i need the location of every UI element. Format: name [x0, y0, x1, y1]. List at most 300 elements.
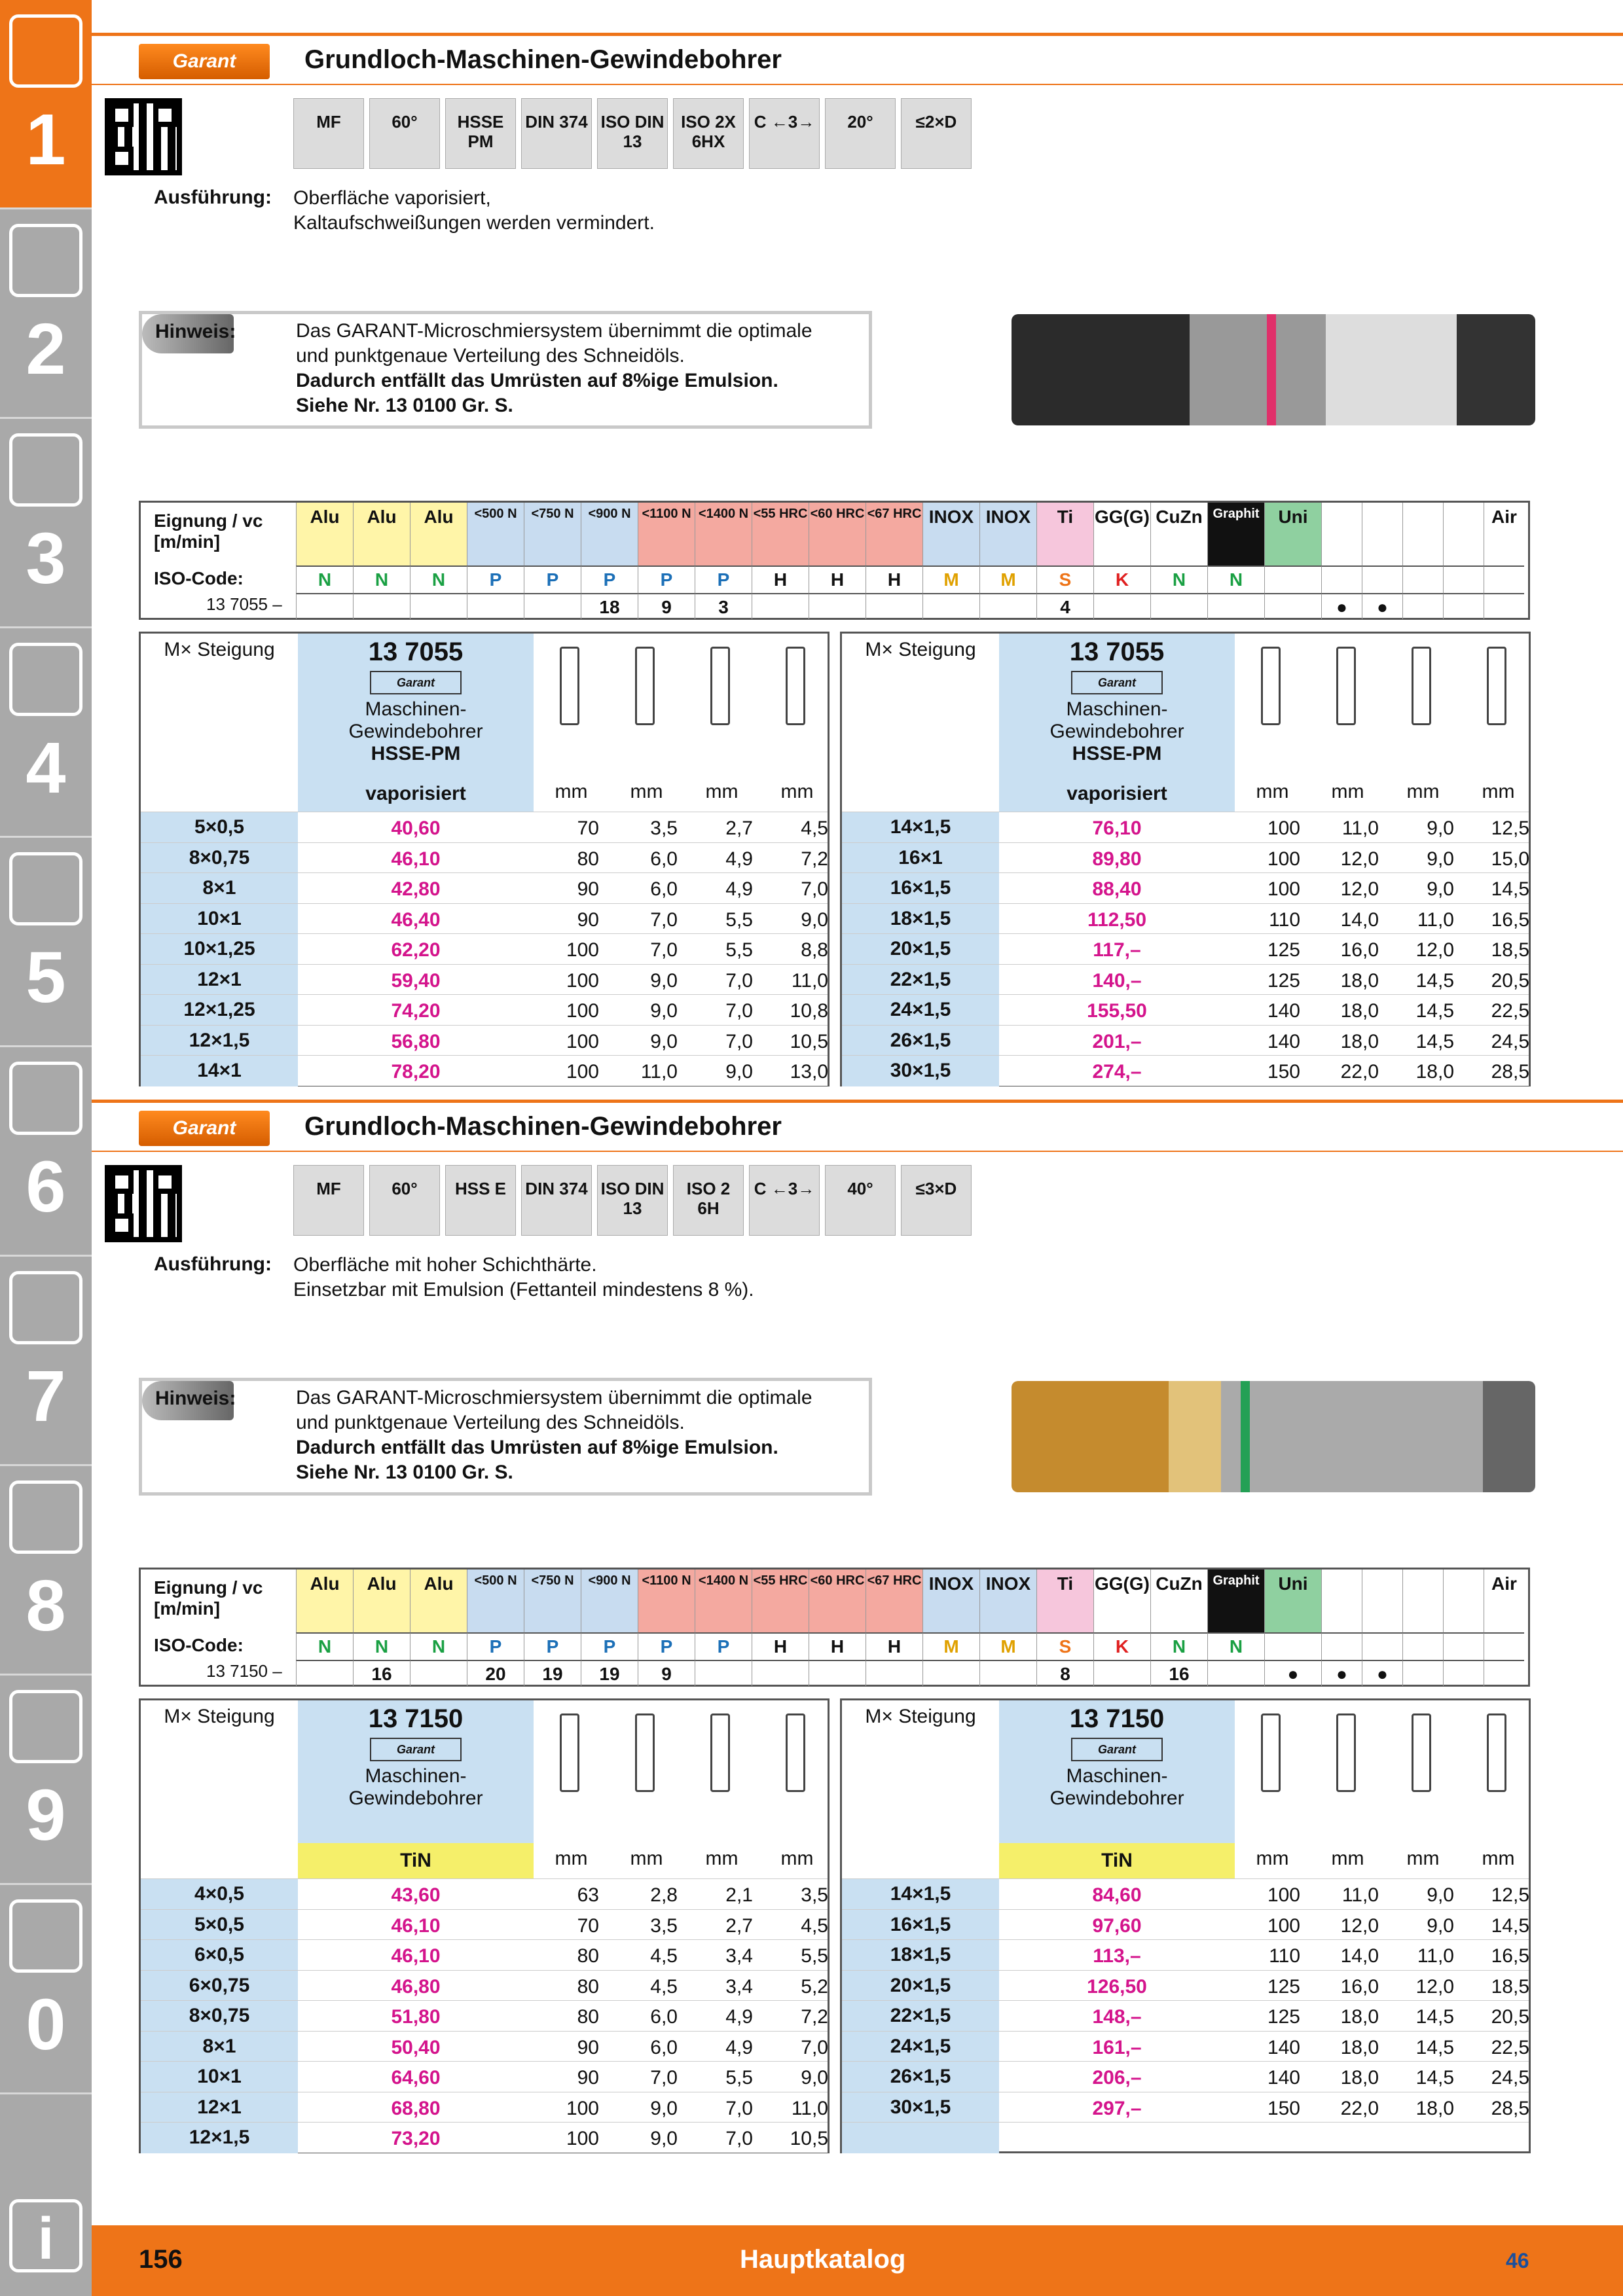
spec-badge: ISO DIN 13 [597, 1165, 668, 1236]
square-size: 11,0 [1417, 908, 1454, 931]
table-row [141, 872, 828, 903]
thread-length: 11,0 [791, 969, 828, 992]
spec-badge: 20° [825, 98, 896, 169]
cutting-speed [866, 593, 922, 619]
brand-logo-small: Garant [370, 1738, 462, 1761]
material-group: <900 N [581, 1570, 638, 1632]
shank-diameter: 3,5 [650, 1914, 678, 1937]
chapter-number: 4 [26, 728, 66, 808]
price: 59,40 [391, 969, 441, 992]
qr-finder [153, 103, 177, 127]
iso-label: ISO-Code: [154, 568, 244, 588]
total-length: 140 [1267, 1030, 1300, 1052]
table-row [842, 812, 1529, 842]
price: 140,– [1092, 969, 1142, 992]
total-length: 100 [1267, 848, 1300, 870]
total-length: 90 [577, 908, 599, 931]
product-header [999, 1700, 1235, 1878]
cutting-speed [809, 1660, 866, 1686]
length-icon [560, 1713, 579, 1792]
material-group [1362, 1570, 1402, 1632]
eligibility-label: Eignung / vc [m/min] [154, 511, 263, 552]
sidebar-chapter[interactable] [0, 209, 92, 419]
thread-length: 4,5 [801, 817, 828, 839]
chapter-number: 5 [26, 937, 66, 1018]
drill-depth-icon [1487, 1713, 1506, 1792]
cutting-speed [1093, 1660, 1150, 1686]
table-row [141, 1025, 828, 1056]
total-length: 100 [566, 939, 599, 961]
price: 297,– [1092, 2097, 1142, 2119]
thread-length: 7,2 [801, 848, 828, 870]
material-group: Ti [1036, 1570, 1093, 1632]
unit-mm: mm [705, 1848, 739, 1869]
square-size: 7,0 [725, 1000, 753, 1022]
thread-size: 12×1 [141, 2092, 298, 2123]
cutting-speed [296, 593, 353, 619]
section-header [92, 1100, 1623, 1152]
material-group: Alu [410, 503, 467, 565]
table-row [141, 903, 828, 934]
hint-box [139, 1378, 872, 1496]
square-size: 14,5 [1415, 2067, 1454, 2089]
total-length: 70 [577, 1914, 599, 1937]
price: 46,40 [391, 908, 441, 931]
iso-code [1484, 565, 1524, 593]
price: 74,20 [391, 1000, 441, 1022]
cutting-speed: ● [1264, 1660, 1321, 1686]
price: 112,50 [1087, 908, 1147, 931]
thread-size: 16×1 [842, 843, 999, 874]
price: 43,60 [391, 1884, 441, 1906]
shank-diameter: 22,0 [1340, 1061, 1379, 1083]
material-group: GG(G) [1093, 1570, 1150, 1632]
unit-mm: mm [630, 781, 663, 802]
thread-size: 16×1,5 [842, 1910, 999, 1941]
total-length: 80 [577, 2006, 599, 2028]
iso-code: P [638, 1632, 695, 1660]
square-size: 5,5 [725, 939, 753, 961]
shank-diameter: 4,5 [650, 1945, 678, 1967]
chapter-icon [9, 852, 82, 925]
sidebar-chapter[interactable] [0, 0, 92, 209]
sidebar-chapter[interactable] [0, 628, 92, 838]
cutting-speed: ● [1362, 1660, 1402, 1686]
unit-mm: mm [1256, 781, 1289, 802]
qr-code [105, 98, 182, 175]
total-length: 90 [577, 878, 599, 900]
product-desc: HSSE-PM [1072, 743, 1162, 764]
square-size: 4,9 [725, 2036, 753, 2058]
price: 89,80 [1092, 848, 1142, 870]
unit-mm: mm [780, 781, 814, 802]
drill-depth-icon [1487, 647, 1506, 725]
spec-badge: 60° [369, 98, 440, 169]
footer-index: 46 [1506, 2249, 1529, 2272]
cutting-speed [1207, 1660, 1264, 1686]
drill-depth-icon [786, 1713, 805, 1792]
thread-length: 14,5 [1491, 1914, 1529, 1937]
thread-length: 9,0 [801, 2067, 828, 2089]
product-desc: Gewindebohrer [1049, 1787, 1184, 1809]
product-table [840, 632, 1531, 1086]
cutting-speed [922, 1660, 979, 1686]
chapter-icon [9, 643, 82, 716]
cutting-speed: ● [1321, 593, 1362, 619]
material-group: Alu [353, 1570, 410, 1632]
section-title: Grundloch-Maschinen-Gewindebohrer [304, 1112, 782, 1141]
iso-code: S [1036, 565, 1093, 593]
cutting-speed [353, 593, 410, 619]
cutting-speed [809, 593, 866, 619]
hint-text: Siehe Nr. 13 0100 Gr. S. [296, 395, 513, 416]
thread-size: 20×1,5 [842, 934, 999, 965]
cutting-speed: 19 [581, 1660, 638, 1686]
thread-size: 14×1,5 [842, 812, 999, 843]
iso-code: P [581, 565, 638, 593]
shank-icon [1336, 647, 1356, 725]
shank-diameter: 14,0 [1340, 1945, 1379, 1967]
sidebar-chapter[interactable] [0, 419, 92, 628]
price: 161,– [1092, 2036, 1142, 2058]
product-desc: Maschinen- [365, 1765, 467, 1787]
table-row [141, 964, 828, 995]
material-group: <1400 N [695, 503, 752, 565]
table-row [141, 2092, 828, 2123]
square-size: 14,5 [1415, 2036, 1454, 2058]
material-group: Alu [353, 503, 410, 565]
thread-size: 10×1 [141, 2062, 298, 2092]
table-row [842, 1025, 1529, 1056]
col-thread-header: M× Steigung [865, 639, 976, 660]
cutting-speed [695, 1660, 752, 1686]
material-group: INOX [922, 503, 979, 565]
cutting-speed [410, 1660, 467, 1686]
material-group: <60 HRC [809, 503, 866, 565]
table-row [842, 1939, 1529, 1970]
spec-badge: ISO DIN 13 [597, 98, 668, 169]
col-thread-header: M× Steigung [164, 639, 275, 660]
thread-length: 7,0 [801, 878, 828, 900]
coding-ring [1267, 314, 1276, 425]
chapter-number: 7 [26, 1356, 66, 1437]
thread-size: 12×1,5 [141, 2123, 298, 2153]
thread-size: 14×1 [141, 1056, 298, 1086]
price: 64,60 [391, 2067, 441, 2089]
thread-length: 10,8 [790, 1000, 828, 1022]
product-header [999, 634, 1235, 812]
execution-text: Oberfläche vaporisiert, [293, 187, 491, 209]
cutting-speed [922, 593, 979, 619]
shank-diameter: 14,0 [1340, 908, 1379, 931]
total-length: 100 [566, 2097, 599, 2119]
total-length: 100 [566, 1030, 599, 1052]
thread-length: 24,5 [1491, 2067, 1529, 2089]
coating: vaporisiert [999, 776, 1235, 812]
table-row [842, 842, 1529, 873]
brand-logo: Garant [139, 44, 270, 79]
thread-size: 26×1,5 [842, 1026, 999, 1056]
price: 201,– [1092, 1030, 1142, 1052]
shank-diameter: 12,0 [1340, 1914, 1379, 1937]
thread-size: 24×1,5 [842, 2032, 999, 2062]
thread-size: 22×1,5 [842, 965, 999, 996]
iso-code: P [467, 565, 524, 593]
product-header [298, 634, 534, 812]
col-thread-header: M× Steigung [164, 1706, 275, 1727]
material-group: <1400 N [695, 1570, 752, 1632]
total-length: 100 [1267, 817, 1300, 839]
total-length: 70 [577, 817, 599, 839]
shank-diameter: 18,0 [1340, 1000, 1379, 1022]
price: 84,60 [1092, 1884, 1142, 1906]
page-number: 156 [139, 2245, 183, 2274]
product-desc: Maschinen- [1066, 1765, 1168, 1787]
shank-diameter: 6,0 [650, 848, 678, 870]
table-row [141, 1939, 828, 1970]
brand-logo-small: Garant [370, 671, 462, 694]
material-group: Ti [1036, 503, 1093, 565]
cutting-speed: 4 [1036, 593, 1093, 619]
thread-size: 6×0,5 [141, 1940, 298, 1971]
square-size: 9,0 [1427, 848, 1454, 870]
thread-size: 26×1,5 [842, 2062, 999, 2092]
material-group [1443, 1570, 1484, 1632]
table-row [842, 872, 1529, 903]
thread-length: 7,2 [801, 2006, 828, 2028]
thread-size: 24×1,5 [842, 995, 999, 1026]
cutting-speed [866, 1660, 922, 1686]
square-size: 3,4 [725, 1945, 753, 1967]
shank-diameter: 4,5 [650, 1975, 678, 1998]
section-header [92, 33, 1623, 85]
table-row [141, 994, 828, 1025]
chapter-number: 6 [26, 1147, 66, 1227]
table-row [141, 1970, 828, 2001]
thread-size: 12×1,5 [141, 1026, 298, 1056]
sidebar-chapter[interactable] [0, 2094, 92, 2296]
shank-diameter: 6,0 [650, 2006, 678, 2028]
square-size: 14,5 [1415, 969, 1454, 992]
product-desc: Gewindebohrer [1049, 721, 1184, 742]
total-length: 90 [577, 2067, 599, 2089]
shank-diameter: 12,0 [1340, 878, 1379, 900]
square-size: 4,9 [725, 848, 753, 870]
sidebar-chapter[interactable] [0, 838, 92, 1047]
unit-mm: mm [1482, 781, 1515, 802]
iso-code [1362, 565, 1402, 593]
price: 76,10 [1092, 817, 1142, 839]
total-length: 90 [577, 2036, 599, 2058]
table-row [141, 933, 828, 964]
product-desc: Gewindebohrer [348, 721, 483, 742]
iso-code [1402, 1632, 1443, 1660]
product-table [840, 1698, 1531, 2153]
table-row [141, 2031, 828, 2062]
product-desc: HSSE-PM [371, 743, 461, 764]
material-group [1443, 503, 1484, 565]
coating: TiN [999, 1843, 1235, 1878]
chapter-icon [9, 14, 82, 88]
iso-code: P [524, 1632, 581, 1660]
total-length: 140 [1267, 2067, 1300, 2089]
square-size: 9,0 [1427, 1884, 1454, 1906]
iso-code [1402, 565, 1443, 593]
price: 62,20 [391, 939, 441, 961]
total-length: 100 [1267, 1914, 1300, 1937]
iso-code: N [410, 565, 467, 593]
price: 68,80 [391, 2097, 441, 2119]
table-row [842, 964, 1529, 995]
hint-text: Das GARANT-Microschmiersystem übernimmt die optimale [296, 320, 812, 342]
unit-mm: mm [555, 781, 588, 802]
spec-badge: DIN 374 [521, 98, 592, 169]
price: 40,60 [391, 817, 441, 839]
square-size: 2,7 [725, 817, 753, 839]
cutting-speed [1093, 593, 1150, 619]
total-length: 80 [577, 1945, 599, 1967]
iso-code: H [809, 1632, 866, 1660]
unit-mm: mm [705, 781, 739, 802]
cutting-speed [1443, 593, 1484, 619]
price: 97,60 [1092, 1914, 1142, 1937]
shank-diameter: 18,0 [1340, 2036, 1379, 2058]
sidebar-chapter[interactable] [0, 1885, 92, 2094]
square-size: 12,0 [1415, 1975, 1454, 1998]
shank-icon [1336, 1713, 1356, 1792]
thread-size: 5×0,5 [141, 812, 298, 843]
shank-diameter: 18,0 [1340, 1030, 1379, 1052]
cutting-speed: 3 [695, 593, 752, 619]
chapter-icon [9, 1690, 82, 1763]
material-group: <1100 N [638, 503, 695, 565]
square-size: 12,0 [1415, 939, 1454, 961]
square-size: 5,5 [725, 2067, 753, 2089]
cutting-speed [752, 593, 809, 619]
material-group: CuZn [1150, 1570, 1207, 1632]
thread-length: 18,5 [1491, 939, 1529, 961]
price: 50,40 [391, 2036, 441, 2058]
square-icon [710, 1713, 730, 1792]
price: 117,– [1093, 939, 1141, 961]
total-length: 110 [1269, 908, 1300, 931]
square-size: 18,0 [1415, 1061, 1454, 1083]
iso-code: S [1036, 1632, 1093, 1660]
table-row [842, 1878, 1529, 1909]
iso-code [1321, 1632, 1362, 1660]
cutting-speed [1484, 593, 1524, 619]
brand-logo-small: Garant [1071, 1738, 1163, 1761]
hint-text: Dadurch entfällt das Umrüsten auf 8%ige Emulsion. [296, 370, 778, 391]
hint-text: und punktgenaue Verteilung des Schneidöls. [296, 1412, 685, 1433]
sidebar-chapter[interactable] [0, 1047, 92, 1257]
square-size: 7,0 [725, 969, 753, 992]
hint-box [139, 311, 872, 429]
sidebar-chapter[interactable] [0, 1466, 92, 1676]
total-length: 125 [1267, 1975, 1300, 1998]
chapter-number: 8 [26, 1566, 66, 1646]
unit-mm: mm [1406, 781, 1440, 802]
material-group: <67 HRC [866, 503, 922, 565]
shank-diameter: 12,0 [1340, 848, 1379, 870]
price: 88,40 [1092, 878, 1142, 900]
hint-text: Siehe Nr. 13 0100 Gr. S. [296, 1462, 513, 1483]
thread-length: 16,5 [1491, 1945, 1529, 1967]
sidebar-chapter[interactable] [0, 1257, 92, 1466]
total-length: 80 [577, 1975, 599, 1998]
hint-label: Hinweis: [155, 321, 236, 342]
cutting-speed: ● [1362, 593, 1402, 619]
material-group: INOX [922, 1570, 979, 1632]
price: 126,50 [1087, 1975, 1147, 1998]
thread-length: 5,2 [801, 1975, 828, 1998]
price: 155,50 [1087, 1000, 1147, 1022]
material-group: INOX [979, 503, 1036, 565]
square-size: 7,0 [725, 2128, 753, 2149]
coating: vaporisiert [298, 776, 534, 812]
unit-mm: mm [1331, 1848, 1364, 1869]
length-icon [560, 647, 579, 725]
qr-finder [110, 147, 134, 170]
price: 46,10 [391, 1914, 441, 1937]
iso-code: P [524, 565, 581, 593]
hint-text: Das GARANT-Microschmiersystem übernimmt die optimale [296, 1387, 812, 1408]
thread-length: 4,5 [801, 1914, 828, 1937]
iso-code: N [353, 565, 410, 593]
table-row [141, 2122, 828, 2153]
total-length: 150 [1267, 1061, 1300, 1083]
cutting-speed: 16 [353, 1660, 410, 1686]
thread-size: 30×1,5 [842, 1056, 999, 1086]
material-group: <900 N [581, 503, 638, 565]
chapter-icon [9, 1480, 82, 1554]
spec-badge: MF [293, 1165, 364, 1236]
qr-finder [153, 1170, 177, 1194]
shank-diameter: 7,0 [650, 2067, 678, 2089]
spec-badge: ≤2×D [901, 98, 972, 169]
total-length: 125 [1267, 939, 1300, 961]
table-row [842, 933, 1529, 964]
table-row [141, 1909, 828, 1940]
sidebar-chapter[interactable] [0, 1676, 92, 1885]
material-group: Alu [410, 1570, 467, 1632]
material-group: Uni [1264, 503, 1321, 565]
table-row [842, 1970, 1529, 2001]
cutting-speed: ● [1321, 1660, 1362, 1686]
square-size: 9,0 [1427, 817, 1454, 839]
square-size: 7,0 [725, 2097, 753, 2119]
product-table [139, 1698, 830, 2153]
material-group [1402, 1570, 1443, 1632]
thread-size: 12×1,25 [141, 995, 298, 1026]
price: 46,10 [391, 848, 441, 870]
shank-diameter: 6,0 [650, 878, 678, 900]
table-row [141, 812, 828, 842]
table-row [842, 1055, 1529, 1086]
iso-code: N [1150, 1632, 1207, 1660]
shank-icon [635, 1713, 655, 1792]
material-group: GG(G) [1093, 503, 1150, 565]
shank-diameter: 11,0 [1341, 1884, 1379, 1906]
table-row [842, 2031, 1529, 2062]
iso-label: ISO-Code: [154, 1635, 244, 1655]
table-row [141, 2061, 828, 2092]
material-group: <500 N [467, 1570, 524, 1632]
iso-code [1264, 565, 1321, 593]
total-length: 80 [577, 848, 599, 870]
iso-code: M [979, 1632, 1036, 1660]
cutting-speed [1443, 1660, 1484, 1686]
